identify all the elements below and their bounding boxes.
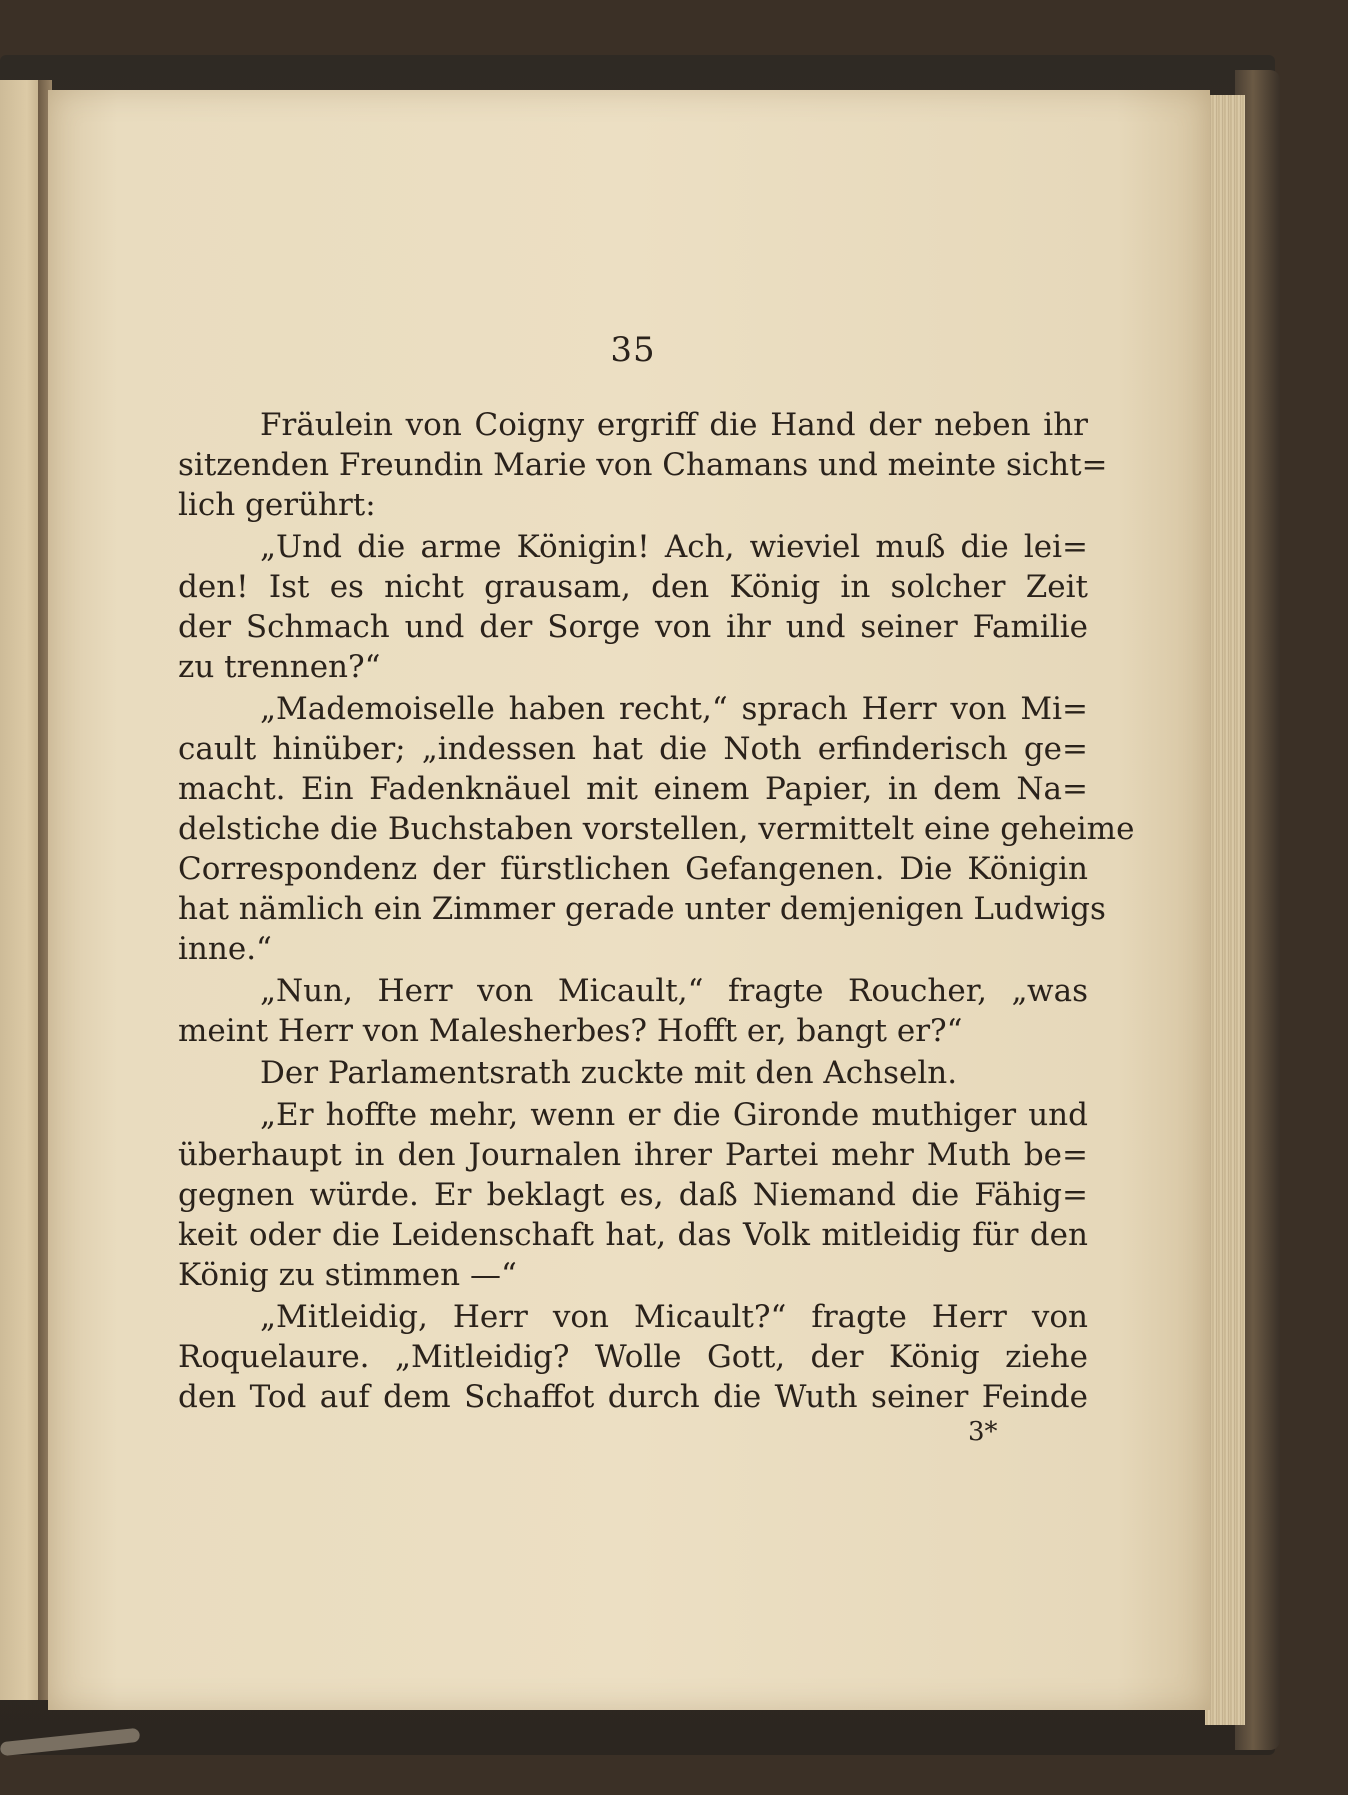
text-line: zu trennen?“ — [178, 649, 381, 685]
text-line: Roquelaure. „Mitleidig? Wolle Gott, der König ziehe — [178, 1339, 1088, 1375]
text-line: „Er hoffte mehr, wenn er die Gironde muthiger und — [260, 1097, 1088, 1133]
text-line: keit oder die Leidenschaft hat, das Volk mitleidig für den — [178, 1217, 1088, 1253]
page-number: 35 — [610, 330, 656, 370]
text-line: „Mademoiselle haben recht,“ sprach Herr von Mi= — [260, 691, 1088, 727]
text-line: inne.“ — [178, 931, 272, 967]
text-line: meint Herr von Malesherbes? Hofft er, bangt er?“ — [178, 1013, 963, 1049]
text-line: Der Parlamentsrath zuckte mit den Achseln. — [260, 1055, 958, 1091]
text-line: Fräulein von Coigny ergriff die Hand der neben ihr — [260, 407, 1088, 443]
text-line: lich gerührt: — [178, 487, 376, 523]
page-stack-edge — [1205, 95, 1245, 1725]
text-line: „Mitleidig, Herr von Micault?“ fragte Herr von — [260, 1299, 1088, 1335]
text-line: „Und die arme Königin! Ach, wieviel muß die lei= — [260, 529, 1088, 565]
text-line: den Tod auf dem Schaffot durch die Wuth seiner Feinde — [178, 1379, 1088, 1415]
book-page — [48, 90, 1210, 1710]
text-line: gegnen würde. Er beklagt es, daß Niemand die Fähig= — [178, 1177, 1088, 1213]
text-line: macht. Ein Fadenknäuel mit einem Papier, in dem Na= — [178, 771, 1088, 807]
text-line: der Schmach und der Sorge von ihr und seiner Familie — [178, 609, 1088, 645]
text-line: sitzenden Freundin Marie von Chamans und meinte sicht= — [178, 447, 1108, 483]
text-line: hat nämlich ein Zimmer gerade unter demjenigen Ludwigs — [178, 891, 1106, 927]
text-line: „Nun, Herr von Micault,“ fragte Roucher, „was — [260, 973, 1088, 1009]
text-line: überhaupt in den Journalen ihrer Partei mehr Muth be= — [178, 1137, 1088, 1173]
text-line: cault hinüber; „indessen hat die Noth erfinderisch ge= — [178, 731, 1088, 767]
text-line: delstiche die Buchstaben vorstellen, vermittelt eine geheime — [178, 811, 1135, 847]
text-line: Correspondenz der fürstlichen Gefangenen. Die Königin — [178, 851, 1088, 887]
signature-mark: 3* — [968, 1417, 998, 1447]
text-line: König zu stimmen —“ — [178, 1257, 517, 1293]
text-line: den! Ist es nicht grausam, den König in solcher Zeit — [178, 569, 1088, 605]
